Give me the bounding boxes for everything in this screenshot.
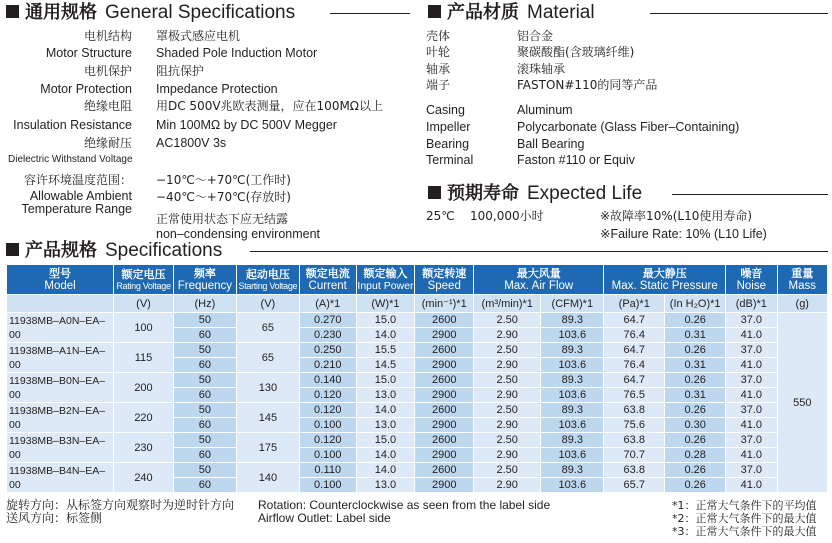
start-voltage-cell: 175 [236, 433, 299, 463]
cfm-cell: 103.6 [541, 448, 604, 463]
spec-label: Motor Protection [40, 82, 132, 96]
table-row [7, 403, 828, 418]
spec-value: Shaded Pole Induction Motor [156, 46, 318, 60]
cfm-cell: 103.6 [541, 328, 604, 343]
inh2o-cell: 0.26 [665, 403, 726, 418]
material-label: Casing [426, 103, 465, 117]
header-air-flow: 最大风量 Max. Air Flow [474, 265, 604, 295]
airflow-note-cn: 送风方向：标签侧 [6, 511, 103, 525]
rpm-cell: 2600 [415, 373, 474, 388]
material-label: 轴承 [426, 62, 451, 76]
a-cell: 0.140 [299, 373, 356, 388]
m3-cell: 2.90 [474, 448, 541, 463]
m3-cell: 2.50 [474, 343, 541, 358]
rpm-cell: 2600 [415, 343, 474, 358]
m3-cell: 2.90 [474, 418, 541, 433]
spec-label: 绝缘电阻 [83, 99, 132, 113]
section-square-icon [428, 186, 441, 199]
voltage-cell: 200 [114, 373, 174, 403]
unit-cell: (Pa)*1 [604, 295, 665, 313]
pa-cell: 63.8 [604, 463, 665, 478]
unit-cell: (m³/min)*1 [474, 295, 541, 313]
db-cell: 37.0 [726, 373, 777, 388]
db-cell: 41.0 [726, 358, 777, 373]
m3-cell: 2.90 [474, 358, 541, 373]
w-cell: 14.5 [356, 358, 415, 373]
w-cell: 15.0 [356, 373, 415, 388]
a-cell: 0.100 [299, 418, 356, 433]
start-voltage-cell: 65 [236, 343, 299, 373]
header-noise: 噪音 Noise [726, 265, 777, 295]
header-model: 型号 Model [7, 265, 114, 295]
inh2o-cell: 0.31 [665, 328, 726, 343]
m3-cell: 2.50 [474, 373, 541, 388]
a-cell: 0.120 [299, 403, 356, 418]
voltage-cell: 230 [114, 433, 174, 463]
inh2o-cell: 0.31 [665, 388, 726, 403]
material-value: Aluminum [517, 103, 573, 117]
spec-label: Insulation Resistance [13, 118, 132, 132]
footnote-1: *1：正常大气条件下的平均值 [672, 499, 817, 512]
spec-note: 正常使用状态下应无结露 [156, 212, 289, 226]
footnote-3: *3：正常大气条件下的最大值 [672, 525, 817, 538]
a-cell: 0.270 [299, 313, 356, 328]
unit-cell: (V) [114, 295, 174, 313]
mass-cell: 550 [777, 313, 827, 493]
section-square-icon [6, 5, 19, 18]
spec-value: −40℃～+70℃(存放时) [156, 190, 291, 204]
footnote-2: *2：正常大气条件下的最大值 [672, 512, 817, 525]
cfm-cell: 103.6 [541, 388, 604, 403]
inh2o-cell: 0.31 [665, 358, 726, 373]
a-cell: 0.120 [299, 433, 356, 448]
spec-value: 罩极式感应电机 [156, 29, 241, 43]
cfm-cell: 89.3 [541, 403, 604, 418]
cfm-cell: 89.3 [541, 343, 604, 358]
general-spec-title: 通用规格 General Specifications [6, 2, 295, 24]
header-voltage: 额定电压 Rating Voltage [114, 265, 174, 295]
unit-cell: (dB)*1 [726, 295, 777, 313]
header-speed: 额定转速 Speed [415, 265, 474, 295]
rpm-cell: 2900 [415, 388, 474, 403]
start-voltage-cell: 65 [236, 313, 299, 343]
pa-cell: 65.7 [604, 478, 665, 493]
material-title: 产品材质 Material [428, 2, 595, 24]
header-frequency: 频率 Frequency [173, 265, 236, 295]
spec-label: Allowable Ambient Temperature Range [21, 189, 132, 216]
inh2o-cell: 0.28 [665, 448, 726, 463]
a-cell: 0.230 [299, 328, 356, 343]
table-header-row [7, 265, 828, 295]
specifications-table [6, 264, 828, 493]
start-voltage-cell: 145 [236, 403, 299, 433]
spec-label: Dielectric Withstand Voltage [8, 154, 133, 165]
pa-cell: 63.8 [604, 433, 665, 448]
section-rule [330, 13, 410, 14]
material-value: 铝合金 [517, 29, 554, 43]
w-cell: 14.0 [356, 463, 415, 478]
cfm-cell: 89.3 [541, 463, 604, 478]
material-label: Bearing [426, 137, 470, 151]
m3-cell: 2.90 [474, 328, 541, 343]
material-label: 壳体 [426, 29, 451, 43]
spec-label: 电机结构 [83, 29, 132, 43]
frequency-cell: 50 [173, 433, 236, 448]
w-cell: 15.0 [356, 313, 415, 328]
w-cell: 15.5 [356, 343, 415, 358]
spec-value: 阻抗保护 [156, 64, 205, 78]
spec-label: 容许环境温度范围： [23, 173, 132, 187]
cfm-cell: 103.6 [541, 358, 604, 373]
unit-cell: (g) [777, 295, 827, 313]
pa-cell: 64.7 [604, 313, 665, 328]
spec-label: 电机保护 [83, 64, 132, 78]
pa-cell: 76.4 [604, 328, 665, 343]
voltage-cell: 115 [114, 343, 174, 373]
db-cell: 37.0 [726, 403, 777, 418]
inh2o-cell: 0.26 [665, 313, 726, 328]
a-cell: 0.110 [299, 463, 356, 478]
life-failure-en: ※Failure Rate: 10% (L10 Life) [600, 227, 767, 241]
db-cell: 37.0 [726, 313, 777, 328]
voltage-cell: 100 [114, 313, 174, 343]
frequency-cell: 50 [173, 313, 236, 328]
a-cell: 0.250 [299, 343, 356, 358]
header-input-power: 额定输入 Input Power [356, 265, 415, 295]
unit-cell: (min⁻¹)*1 [415, 295, 474, 313]
airflow-note-en: Airflow Outlet: Label side [258, 511, 391, 525]
w-cell: 13.0 [356, 418, 415, 433]
spec-value: Impedance Protection [156, 82, 278, 96]
spec-label: Motor Structure [45, 46, 132, 60]
frequency-cell: 60 [173, 418, 236, 433]
spec-value: Min 100MΩ by DC 500V Megger [156, 118, 337, 132]
start-voltage-cell: 140 [236, 463, 299, 493]
table-row [7, 433, 828, 448]
material-label: Terminal [426, 153, 474, 167]
spec-value: −10℃～+70℃(工作时) [156, 173, 291, 187]
rpm-cell: 2900 [415, 448, 474, 463]
material-value: Faston #110 or Equiv [517, 153, 635, 167]
table-unit-row [7, 295, 828, 313]
m3-cell: 2.50 [474, 403, 541, 418]
model-cell: 11938MB–B3N–EA–00 [7, 433, 114, 463]
frequency-cell: 60 [173, 328, 236, 343]
unit-cell: (A)*1 [299, 295, 356, 313]
cfm-cell: 103.6 [541, 478, 604, 493]
section-rule [672, 194, 828, 195]
frequency-cell: 50 [173, 373, 236, 388]
db-cell: 41.0 [726, 388, 777, 403]
header-start-voltage: 起动电压 Starting Voltage [236, 265, 299, 295]
model-cell: 11938MB–A1N–EA–00 [7, 343, 114, 373]
model-cell: 11938MB–B4N–EA–00 [7, 463, 114, 493]
pa-cell: 76.4 [604, 358, 665, 373]
cfm-cell: 103.6 [541, 418, 604, 433]
rotation-note-en: Rotation: Counterclockwise as seen from the label side [258, 498, 551, 512]
material-label: 端子 [426, 78, 451, 92]
unit-cell: (In H₂O)*1 [665, 295, 726, 313]
section-rule [250, 251, 828, 252]
frequency-cell: 50 [173, 403, 236, 418]
pa-cell: 70.7 [604, 448, 665, 463]
voltage-cell: 220 [114, 403, 174, 433]
pa-cell: 64.7 [604, 373, 665, 388]
rpm-cell: 2900 [415, 358, 474, 373]
rpm-cell: 2600 [415, 433, 474, 448]
spec-note: non–condensing environment [156, 227, 321, 241]
inh2o-cell: 0.26 [665, 343, 726, 358]
unit-cell: (Hz) [173, 295, 236, 313]
voltage-cell: 240 [114, 463, 174, 493]
frequency-cell: 60 [173, 388, 236, 403]
material-value: 聚碳酸酯(含玻璃纤维) [517, 45, 635, 59]
rotation-note-cn: 旋转方向：从标签方向观察时为逆时针方向 [6, 498, 235, 512]
m3-cell: 2.50 [474, 313, 541, 328]
table-row [7, 313, 828, 328]
inh2o-cell: 0.26 [665, 478, 726, 493]
rpm-cell: 2900 [415, 328, 474, 343]
pa-cell: 63.8 [604, 403, 665, 418]
life-temperature: 25℃ [426, 209, 455, 223]
model-cell: 11938MB–B2N–EA–00 [7, 403, 114, 433]
m3-cell: 2.90 [474, 478, 541, 493]
pa-cell: 75.6 [604, 418, 665, 433]
pa-cell: 76.5 [604, 388, 665, 403]
header-mass: 重量 Mass [777, 265, 827, 295]
m3-cell: 2.50 [474, 433, 541, 448]
model-cell: 11938MB–B0N–EA–00 [7, 373, 114, 403]
material-value: Polycarbonate (Glass Fiber–Containing) [517, 120, 740, 134]
rpm-cell: 2600 [415, 463, 474, 478]
spec-value: 用DC 500V兆欧表测量，应在100MΩ以上 [156, 99, 383, 113]
specifications-title: 产品规格 Specifications [6, 240, 222, 262]
table-row [7, 463, 828, 478]
material-value: Ball Bearing [517, 137, 585, 151]
frequency-cell: 60 [173, 448, 236, 463]
w-cell: 14.0 [356, 328, 415, 343]
w-cell: 14.0 [356, 403, 415, 418]
inh2o-cell: 0.30 [665, 418, 726, 433]
a-cell: 0.120 [299, 388, 356, 403]
rpm-cell: 2900 [415, 418, 474, 433]
material-label: Impeller [426, 120, 471, 134]
pa-cell: 64.7 [604, 343, 665, 358]
model-cell: 11938MB–A0N–EA–00 [7, 313, 114, 343]
unit-cell: (V) [236, 295, 299, 313]
rpm-cell: 2900 [415, 478, 474, 493]
a-cell: 0.100 [299, 448, 356, 463]
header-static-pressure: 最大静压 Max. Static Pressure [604, 265, 726, 295]
material-value: 滚珠轴承 [517, 62, 566, 76]
m3-cell: 2.50 [474, 463, 541, 478]
frequency-cell: 60 [173, 478, 236, 493]
w-cell: 14.0 [356, 448, 415, 463]
db-cell: 41.0 [726, 418, 777, 433]
db-cell: 37.0 [726, 343, 777, 358]
start-voltage-cell: 130 [236, 373, 299, 403]
rpm-cell: 2600 [415, 403, 474, 418]
life-failure-cn: ※故障率10%(L10使用寿命) [600, 209, 753, 223]
m3-cell: 2.90 [474, 388, 541, 403]
expected-life-title: 预期寿命 Expected Life [428, 183, 642, 205]
a-cell: 0.100 [299, 478, 356, 493]
cfm-cell: 89.3 [541, 373, 604, 388]
unit-cell: (W)*1 [356, 295, 415, 313]
spec-label: 绝缘耐压 [83, 136, 132, 150]
inh2o-cell: 0.26 [665, 373, 726, 388]
material-value: FASTON#110的同等产品 [517, 78, 658, 92]
unit-cell: (CFM)*1 [541, 295, 604, 313]
db-cell: 37.0 [726, 433, 777, 448]
life-hours: 100,000小时 [470, 209, 544, 223]
unit-model-blank [7, 295, 114, 313]
inh2o-cell: 0.26 [665, 463, 726, 478]
db-cell: 37.0 [726, 463, 777, 478]
w-cell: 13.0 [356, 388, 415, 403]
frequency-cell: 50 [173, 463, 236, 478]
inh2o-cell: 0.26 [665, 433, 726, 448]
w-cell: 13.0 [356, 478, 415, 493]
db-cell: 41.0 [726, 328, 777, 343]
section-rule [650, 13, 828, 14]
cfm-cell: 89.3 [541, 313, 604, 328]
frequency-cell: 60 [173, 358, 236, 373]
w-cell: 15.0 [356, 433, 415, 448]
table-row [7, 343, 828, 358]
table-body [7, 313, 828, 493]
a-cell: 0.210 [299, 358, 356, 373]
section-square-icon [6, 243, 19, 256]
db-cell: 41.0 [726, 478, 777, 493]
rpm-cell: 2600 [415, 313, 474, 328]
spec-value: AC1800V 3s [156, 136, 227, 150]
header-current: 额定电流 Current [299, 265, 356, 295]
db-cell: 41.0 [726, 448, 777, 463]
material-label: 叶轮 [426, 45, 451, 59]
section-square-icon [428, 5, 441, 18]
cfm-cell: 89.3 [541, 433, 604, 448]
frequency-cell: 50 [173, 343, 236, 358]
table-row [7, 373, 828, 388]
